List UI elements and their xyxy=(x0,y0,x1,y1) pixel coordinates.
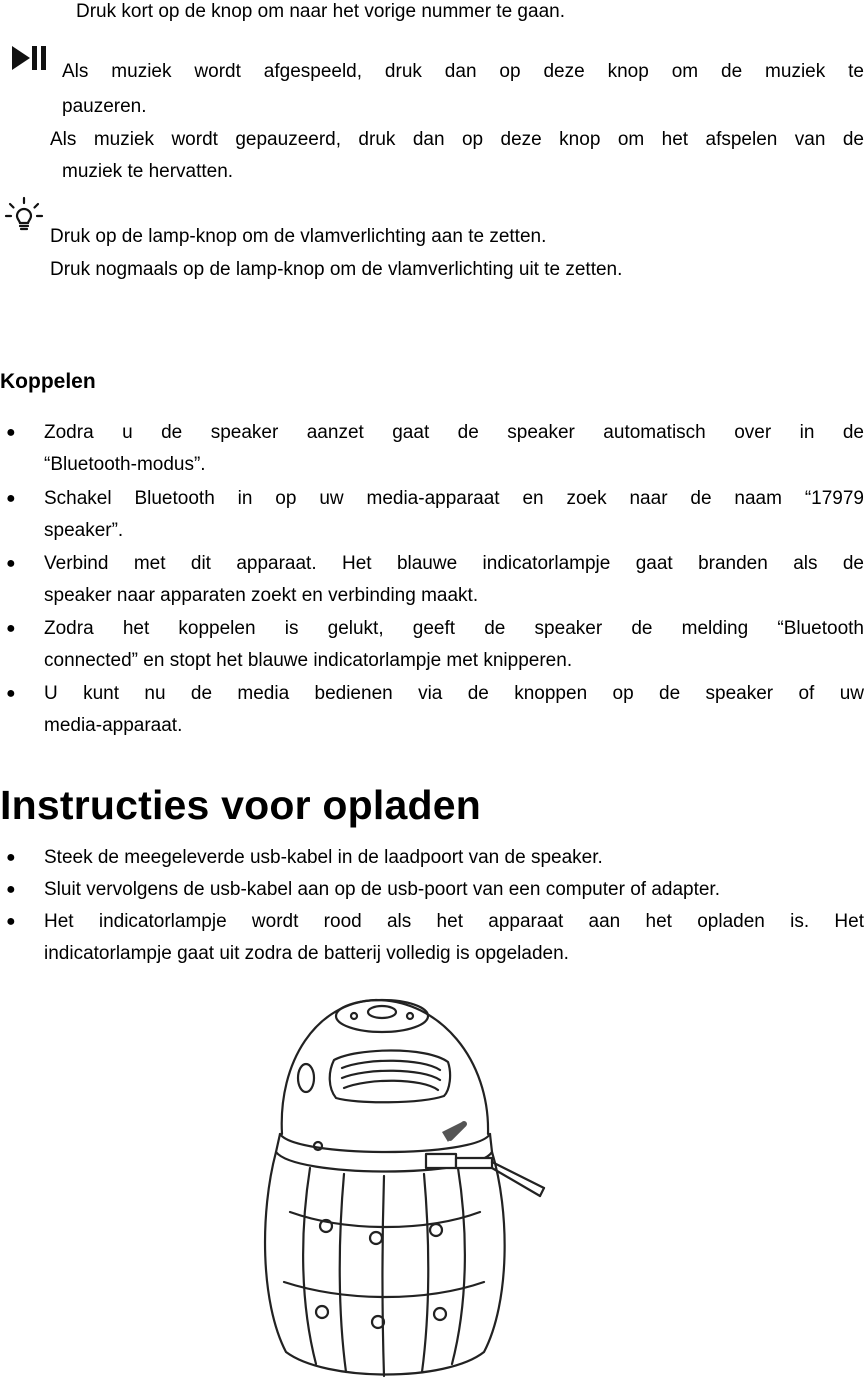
bullet-icon: ● xyxy=(6,849,16,866)
list-item xyxy=(44,678,864,742)
resume-instruction-line2: muziek te hervatten. xyxy=(62,161,234,182)
lamp-on-text: Druk op de lamp-knop om de vlamverlichting aan te zetten. xyxy=(50,226,547,247)
list-item xyxy=(44,548,864,612)
bullet-icon: ● xyxy=(6,490,16,507)
list-item xyxy=(44,842,864,874)
list-item-line: Schakel Bluetooth in op uw media-apparaat en zoek naar de naam “17979 xyxy=(44,488,864,509)
list-item-line: Zodra u de speaker aanzet gaat de speaker automatisch over in de xyxy=(44,422,864,443)
bullet-icon: ● xyxy=(6,555,16,572)
list-item-line: “Bluetooth-modus”. xyxy=(44,454,206,475)
list-item-line: Verbind met dit apparaat. Het blauwe indicatorlampje gaat branden als de xyxy=(44,553,864,574)
list-item-line: Steek de meegeleverde usb-kabel in de laadpoort van de speaker. xyxy=(44,847,603,868)
list-item xyxy=(44,874,864,906)
pause-instruction-line2: pauzeren. xyxy=(62,96,147,117)
prev-track-text: Druk kort op de knop om naar het vorige nummer te gaan. xyxy=(76,1,565,22)
resume-instruction-line1: Als muziek wordt gepauzeerd, druk dan op deze knop om het afspelen van de xyxy=(50,129,864,150)
bullet-icon: ● xyxy=(6,424,16,441)
list-item-line: speaker”. xyxy=(44,520,124,541)
list-item-line: connected” en stopt het blauwe indicatorlampje met knipperen. xyxy=(44,650,573,671)
list-item xyxy=(44,613,864,677)
list-item-line: Zodra het koppelen is gelukt, geeft de speaker de melding “Bluetooth xyxy=(44,618,864,639)
bullet-icon: ● xyxy=(6,620,16,637)
bullet-icon: ● xyxy=(6,913,16,930)
list-item-line: U kunt nu de media bedienen via de knoppen op de speaker of uw xyxy=(44,683,864,704)
bullet-icon: ● xyxy=(6,685,16,702)
lamp-off-text: Druk nogmaals op de lamp-knop om de vlamverlichting uit te zetten. xyxy=(50,259,623,280)
charging-heading: Instructies voor opladen xyxy=(0,782,481,828)
list-item-line: Het indicatorlampje wordt rood als het apparaat aan het opladen is. Het xyxy=(44,911,864,932)
list-item-line: indicatorlampje gaat uit zodra de batterij volledig is opgeladen. xyxy=(44,943,569,964)
pause-instruction-line1: Als muziek wordt afgespeeld, druk dan op deze knop om de muziek te xyxy=(62,61,864,82)
list-item-line: speaker naar apparaten zoekt en verbinding maakt. xyxy=(44,585,479,606)
pairing-heading: Koppelen xyxy=(0,370,96,393)
list-item-line: media-apparaat. xyxy=(44,715,183,736)
lamp-icon xyxy=(4,196,44,241)
play-pause-icon xyxy=(10,44,48,77)
bullet-icon: ● xyxy=(6,881,16,898)
list-item xyxy=(44,906,864,970)
list-item-line: Sluit vervolgens de usb-kabel aan op de usb-poort van een computer of adapter. xyxy=(44,879,720,900)
speaker-charging-illustration-icon xyxy=(226,982,556,1380)
list-item xyxy=(44,417,864,481)
list-item xyxy=(44,483,864,547)
